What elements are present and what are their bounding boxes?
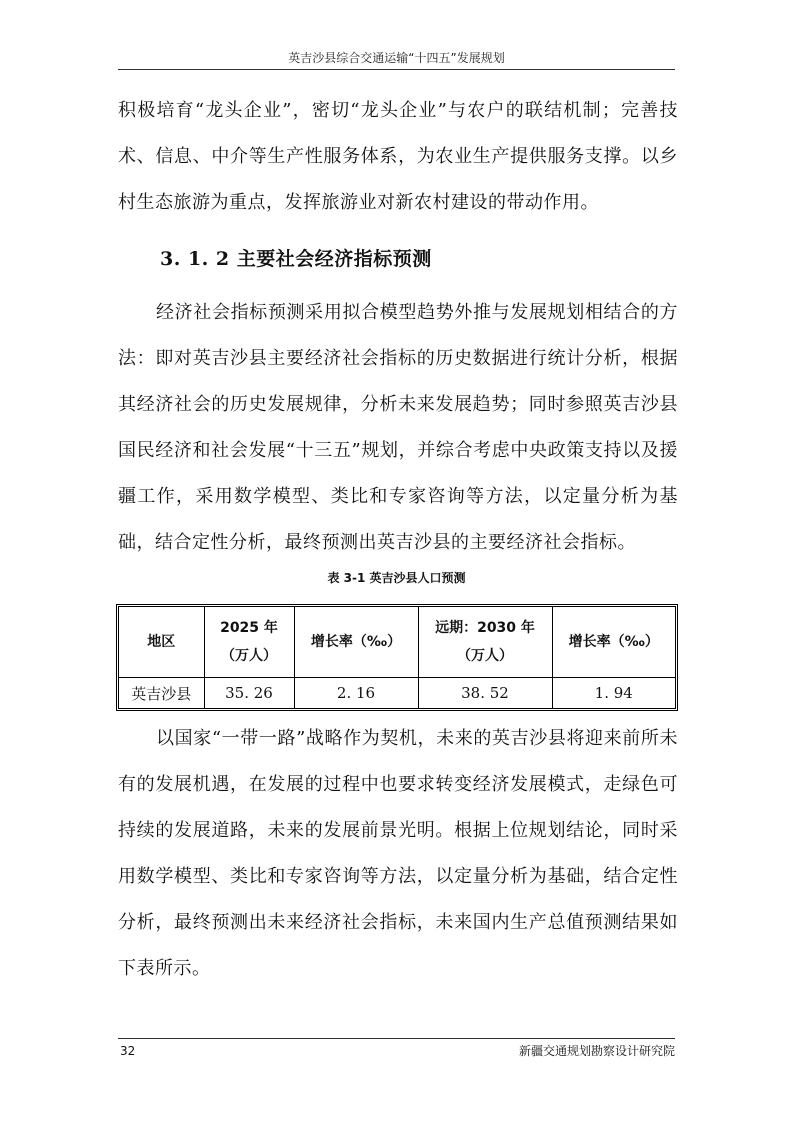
cell-pop-2030: 38. 52 xyxy=(418,678,552,709)
footer-organization: 新疆交通规划勘察设计研究院 xyxy=(518,1044,675,1058)
header-2025-unit: （万人） xyxy=(221,648,277,664)
cell-region: 英吉沙县 xyxy=(119,678,204,709)
section-heading: 3. 1. 2 主要社会经济指标预测 xyxy=(160,248,432,270)
header-2025-year: 2025 年 xyxy=(220,620,278,636)
cell-pop-2025: 35. 26 xyxy=(204,678,294,709)
header-2030 xyxy=(418,607,552,678)
page-number: 32 xyxy=(120,1044,136,1058)
population-table xyxy=(116,604,678,711)
footer-divider xyxy=(118,1038,675,1039)
header-growth-rate-1: 增长率（‰） xyxy=(294,607,418,678)
paragraph-belt-and-road: 以国家“一带一路”战略作为契机，未来的英吉沙县将迎来前所未有的发展机遇，在发展的过程中也要求转变经济发展模式，走绿色可持续的发展道路，未来的发展前景光明。根据上位规划结论，同时采用数学模型、类比和专家咨询等方法，以定量分析为基础，结合定性分析，最终预测出未来经济社会指标，未来国内生产总值预测结果如下表所示。 xyxy=(118,728,678,979)
table-row xyxy=(119,678,675,709)
header-growth-rate-2: 增长率（‰） xyxy=(552,607,675,678)
header-region: 地区 xyxy=(119,607,204,678)
header-divider xyxy=(118,69,675,70)
table-header-row xyxy=(119,607,675,678)
cell-rate-1: 2. 16 xyxy=(294,678,418,709)
cell-rate-2: 1. 94 xyxy=(552,678,675,709)
header-2025 xyxy=(204,607,294,678)
paragraph-agriculture: 积极培育“龙头企业”，密切“龙头企业”与农户的联结机制；完善技术、信息、中介等生产性服务体系，为农业生产提供服务支撑。以乡村生态旅游为重点，发挥旅游业对新农村建设的带动作用。 xyxy=(118,100,678,213)
table-caption: 表 3-1 英吉沙县人口预测 xyxy=(327,571,466,585)
running-header: 英吉沙县综合交通运输“十四五”发展规划 xyxy=(288,51,505,65)
header-2030-year: 远期：2030 年 xyxy=(435,620,535,636)
header-2030-unit: （万人） xyxy=(457,648,513,664)
paragraph-methodology: 经济社会指标预测采用拟合模型趋势外推与发展规划相结合的方法：即对英吉沙县主要经济社会指标的历史数据进行统计分析，根据其经济社会的历史发展规律，分析未来发展趋势；同时参照英吉沙县国民经济和社会发展“十三五”规划，并综合考虑中央政策支持以及援疆工作，采用数学模型、类比和专家咨询等方法，以定量分析为基础，结合定性分析，最终预测出英吉沙县的主要经济社会指标。 xyxy=(118,302,678,553)
